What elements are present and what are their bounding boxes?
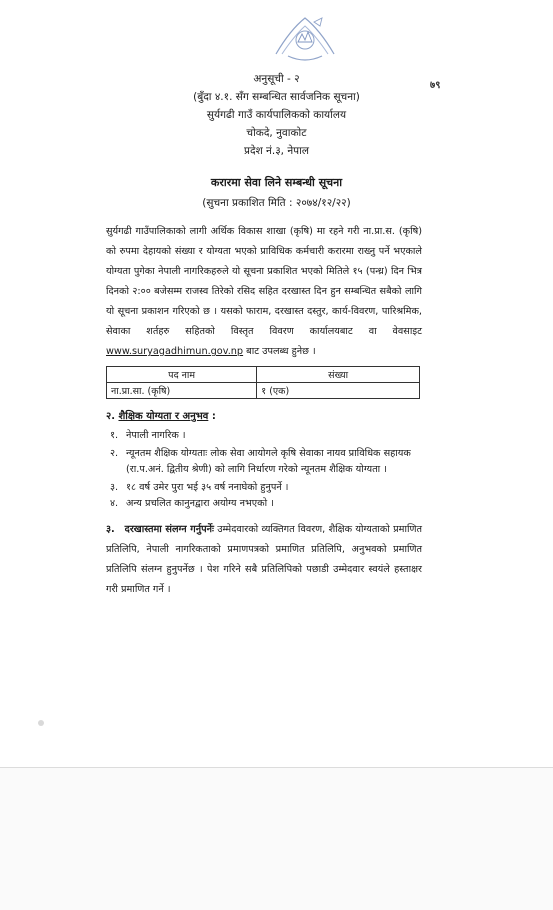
list-item [110,480,422,496]
item-number: २. [110,448,119,459]
website-suffix: बाट उपलब्ध हुनेछ । [243,346,316,357]
website-link[interactable]: www.suryagadhimun.gov.np [106,346,244,357]
item-text: १८ वर्ष उमेर पुरा भई ३५ वर्ष ननाघेको हुनुपर्ने । [126,482,289,493]
item-text: न्यूनतम शैक्षिक योग्यताः लोक सेवा आयोगले कृषि सेवाका नायव प्राविधिक सहायक [126,448,411,459]
annex-label: अनुसूची - २ [253,73,300,85]
table-header-row [107,367,420,383]
scan-smudge [38,720,44,726]
scan-margin [0,768,553,910]
clause-reference: (बुँदा ४.१. सँग सम्बन्धित सार्वजनिक सूचना) [193,91,360,103]
section2-colon: : [208,411,216,422]
published-date: (सुचना प्रकाशित मिति : २०७४/१२/२२) [202,197,351,209]
province-label: प्रदेश नं.३, नेपाल [244,145,309,157]
cell-post-name: ना.प्रा.सा. (कृषि) [107,383,257,399]
office-name: सुर्यगढी गाउँ कार्यपालिकको कार्यालय [206,109,347,121]
col-header-count: संख्या [257,367,420,383]
office-location: चोकदे, नुवाकोट [246,127,307,139]
notice-title: करारमा सेवा लिने सम्बन्धी सूचना [210,176,343,189]
col-header-post: पद नाम [107,367,257,383]
intro-text: सुर्यगढी गाउँपालिकाको लागी अर्थिक विकास शाखा (कृषि) मा रहने गरी ना.प्रा.स. (कृषि) को रुपमा देहायको संख्या र योग्यता भएको प्राविधिक कर्मचारी करारमा राख्नु पर्ने भएकाले योग्यता पुगेका नेपाली नागरिकहरुले यो सूचना प्रकाशित भएको मितिले १५ (पन्ध्र) दिन भित्र दिनको २:०० बजेसम्म राजस्व तिरेको रसिद सहित दरखास्त दिन हुन सम्बन्धित सबैको लागि यो सूचना प्रकाशन गरिएको छ । यसको फाराम, दरखास्त दस्तुर, कार्य-विवरण, पारिश्रमिक, सेवाका शर्तहरु सहितको विस्तृत विवरण कार्यालयबाट वा वेवसाइट [106,226,422,337]
page-number-mark: ७९ [430,80,441,91]
item-text: नेपाली नागरिक । [126,430,186,441]
posts-table [106,366,420,399]
item-number: १. [110,430,119,441]
list-item [110,446,422,478]
intro-paragraph [106,222,422,362]
item-text-continued: (रा.प.अनं. द्वितीय श्रेणी) को लागि निर्धारण गरेको न्यूनतम शैक्षिक योग्यता । [126,464,387,475]
cell-post-count: १ (एक) [257,383,420,399]
section3-text: उम्मेदवारको व्यक्तिगत विवरण, शैक्षिक योग्यताको प्रमाणित प्रतिलिपि, नेपाली नागरिकताको प्रमाणपत्रको प्रमाणित प्रतिलिपि, अनुभवको प्रमाणित प्रतिलिपि संलग्न हुनुपर्नेछ । पेश गरिने सबै प्रतिलिपिको पछाडी उम्मेदवार स्वयंले हस्ताक्षर गरी प्रमाणित गर्ने । [106,524,422,595]
section3-paragraph [106,520,422,600]
item-number: ४. [110,498,119,509]
list-item [110,496,422,512]
section2-title: शैक्षिक योग्यता र अनुभव [118,411,209,422]
section2-number: २. [106,411,115,422]
section3-heading: दरखास्तमा संलग्न गर्नुपर्नेः [124,524,214,535]
list-item [110,428,422,444]
government-emblem-icon [270,10,340,68]
item-text: अन्य प्रचलित कानुनद्वारा अयोग्य नभएको । [126,498,274,509]
table-row [107,383,420,399]
item-number: ३. [110,482,119,493]
section3-number: ३. [106,524,115,535]
section2-heading [106,408,216,422]
